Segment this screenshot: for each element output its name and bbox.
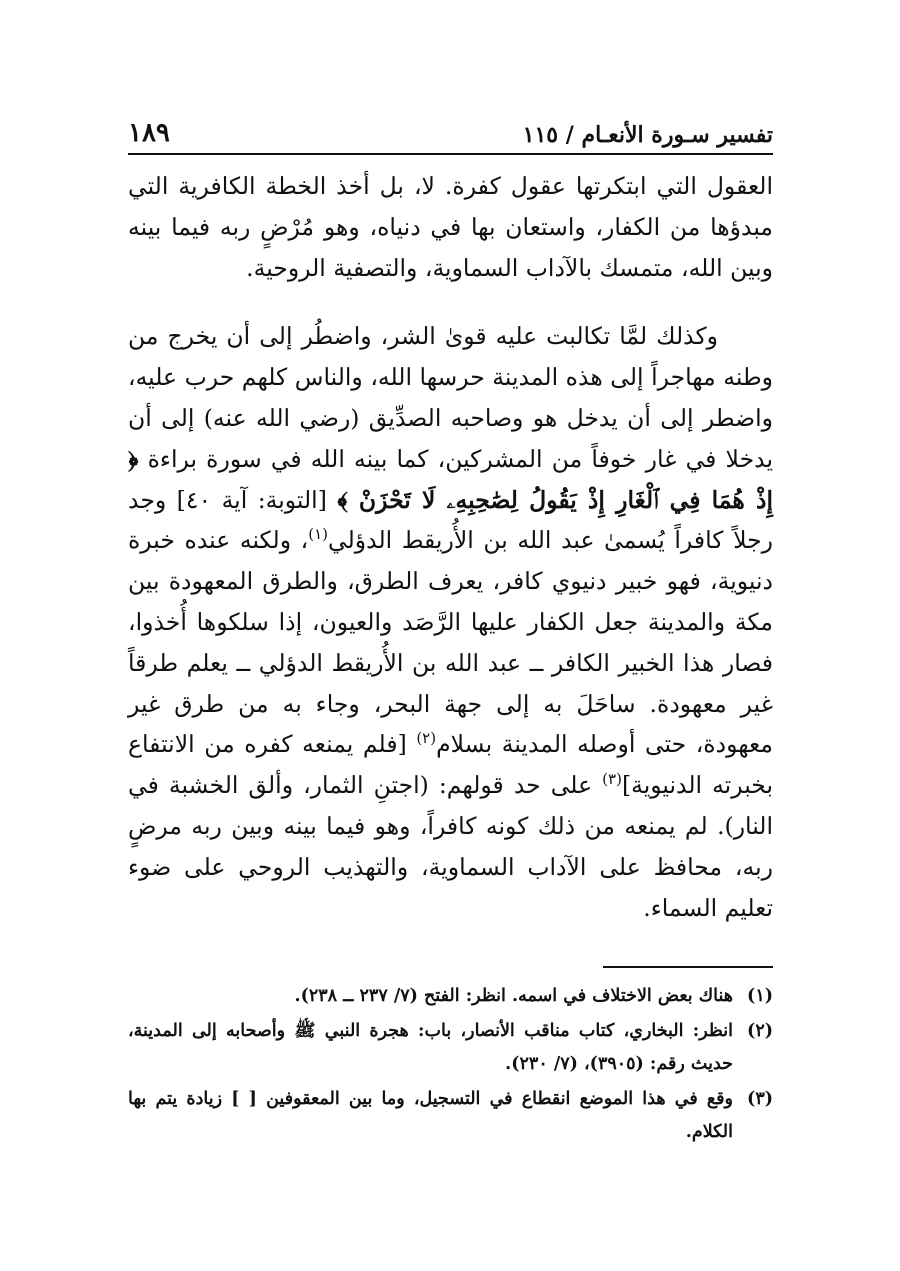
footnote-number: (١) [747, 986, 773, 1006]
paragraph-2-part-b: [التوبة: آية ٤٠] وجد رجلاً كافراً يُسمىٰ عبد الله بن الأُريقط الدؤلي [128, 485, 773, 555]
paragraph-1: العقول التي ابتكرتها عقول كفرة. لا، بل أخذ الخطة الكافرية التي مبدؤها من الكفار، واستعان بها في دنياه، وهو مُرْضٍ ربه فيما بينه وبين الله، متمسك بالآداب السماوية، والتصفية الروحية. [128, 172, 773, 282]
paragraph-2-part-d: [فلم يمنعه كفره من الانتفاع بخبرته الدنيوية] [128, 730, 773, 800]
paragraph-2-part-a: وكذلك لمَّا تكالبت عليه قوىٰ الشر، واضطُر إلى أن يخرج من وطنه مهاجراً إلى هذه المدينة حرسها الله، والناس كلهم حرب عليه، واضطر إلى أن يدخل هو وصاحبه الصدِّيق (رضي الله عنه) إلى أن يدخلا في غار خوفاً من المشركين، كما بينه الله في سورة براءة [128, 322, 773, 473]
footnote-text: انظر: البخاري، كتاب مناقب الأنصار، باب: هجرة النبي ﷺ وأصحابه إلى المدينة، حديث رقم: (٣٩٠٥)، (٧/ ٢٣٠). [128, 1021, 733, 1074]
footnote-1 [128, 980, 773, 1013]
paragraph-2 [128, 316, 773, 928]
footnote-ref-2[interactable]: (٢) [416, 729, 437, 748]
footnote-ref-3[interactable]: (٣) [602, 770, 622, 789]
footnote-number: (٢) [747, 1021, 773, 1041]
footnote-separator [603, 966, 773, 968]
paragraph-2-part-c: ، ولكنه عنده خبرة دنيوية، فهو خبير دنيوي كافر، يعرف الطرق، والطرق المعهودة بين مكة والمدينة جعل الكفار عليها الرَّصَد والعيون، إذا سلكوها أُخذوا، فصار هذا الخبير الكافر ــ عبد الله بن الأُريقط الدؤلي ــ يعلم طرقاً غير معهودة. ساحَلَ به إلى جهة البحر، وجاء به من طرق غير معهودة، حتى أوصله المدينة بسلام [128, 526, 773, 759]
footnotes [128, 980, 773, 1151]
running-title: تفسير سـورة الأنعـام / ١١٥ [522, 122, 773, 148]
footnote-ref-1[interactable]: (١) [308, 525, 329, 544]
footnote-text: وقع في هذا الموضع انقطاع في التسجيل، وما بين المعقوفين [ ] زيادة يتم بها الكلام. [128, 1089, 733, 1142]
footnote-2 [128, 1015, 773, 1081]
quran-verse: ﴿ إِذْ هُمَا فِي ٱلْغَارِ إِذْ يَقُولُ لِصَٰحِبِهِۦ لَا تَحْزَنْ ﴾ [128, 444, 773, 514]
footnote-text: هناك بعض الاختلاف في اسمه. انظر: الفتح (٧/ ٢٣٧ ــ ٢٣٨). [294, 986, 733, 1006]
footnote-number: (٣) [747, 1089, 773, 1109]
page-header [128, 100, 773, 148]
header-rule [128, 153, 773, 155]
paragraph-2-part-e: على حد قولهم: (اجتنِ الثمار، وألق الخشبة في النار). لم يمنعه من ذلك كونه كافراً، وهو فيما بينه وبين ربه مرضٍ ربه، محافظ على الآداب السماوية، والتهذيب الروحي على ضوء تعليم السماء. [128, 771, 773, 922]
main-text [128, 166, 773, 928]
page-number: ١٨٩ [128, 118, 170, 148]
footnote-3 [128, 1083, 773, 1149]
